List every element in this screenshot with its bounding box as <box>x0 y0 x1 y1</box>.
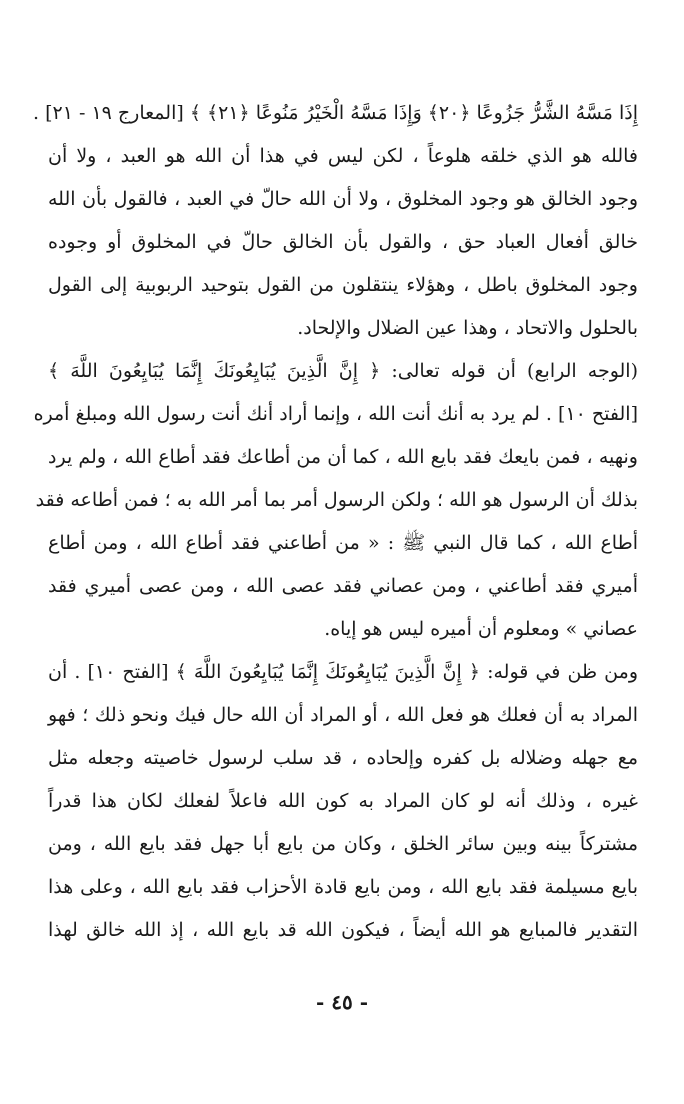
text-line-12: أميري فقد أطاعني ، ومن عصاني فقد عصى الله ، ومن عصى أميري فقد <box>48 575 638 597</box>
text-line-16: مع جهله وضلاله بل كفره وإلحاده ، قد سلب لرسول خاصيته وجعله مثل <box>48 747 638 769</box>
text-line-17: غيره ، وذلك أنه لو كان المراد به كون الله فاعلاً لفعلك لكان هذا قدراً <box>48 790 638 812</box>
text-line-1: إِذَا مَسَّهُ الشَّرُّ جَزُوعًا ﴿٢٠﴾ وَإِذَا مَسَّهُ الْخَيْرُ مَنُوعًا ﴿٢١﴾ ﴾ [المعارج ١٩ - ٢١] . <box>33 102 638 124</box>
text-line-4: خالق أفعال العباد حق ، والقول بأن الخالق حالّ في المخلوق أو وجوده <box>48 231 638 253</box>
page-number: - ٤٥ - <box>315 990 368 1014</box>
text-line-6: بالحلول والاتحاد ، وهذا عين الضلال والإلحاد. <box>297 317 638 339</box>
text-line-7: (الوجه الرابع) أن قوله تعالى: ﴿ إِنَّ الَّذِينَ يُبَايِعُونَكَ إِنَّمَا يُبَايِعُونَ اللَّهَ ﴾ <box>48 360 638 382</box>
text-line-2: فالله هو الذي خلقه هلوعاً ، لكن ليس في هذا أن الله هو العبد ، ولا أن <box>48 145 638 167</box>
text-line-15: المراد به أن فعلك هو فعل الله ، أو المراد أن الله حال فيك ونحو ذلك ؛ فهو <box>48 704 638 726</box>
text-line-19: بايع مسيلمة فقد بايع الله ، ومن بايع قادة الأحزاب فقد بايع الله ، وعلى هذا <box>48 876 638 898</box>
text-line-11: أطاع الله ، كما قال النبي ﷺ : « من أطاعني فقد أطاع الله ، ومن أطاع <box>48 532 638 554</box>
text-line-14: ومن ظن في قوله: ﴿ إِنَّ الَّذِينَ يُبَايِعُونَكَ إِنَّمَا يُبَايِعُونَ اللَّهَ ﴾ [الفتح ١٠] . أن <box>48 661 638 683</box>
text-line-5: وجود المخلوق باطل ، وهؤلاء ينتقلون من القول بتوحيد الربوبية إلى القول <box>48 274 638 296</box>
text-line-8: [الفتح ١٠] . لم يرد به أنك أنت الله ، وإنما أراد أنك أنت رسول الله ومبلغ أمره <box>33 403 638 425</box>
text-line-9: ونهيه ، فمن بايعك فقد بايع الله ، كما أن من أطاعك فقد أطاع الله ، ولم يرد <box>48 446 638 468</box>
text-line-3: وجود الخالق هو وجود المخلوق ، ولا أن الله حالّ في العبد ، فالقول بأن الله <box>48 188 638 210</box>
text-line-13: عصاني » ومعلوم أن أميره ليس هو إياه. <box>324 618 638 640</box>
page-body <box>33 92 638 952</box>
text-line-10: بذلك أن الرسول هو الله ؛ ولكن الرسول أمر بما أمر الله به ؛ فمن أطاعه فقد <box>35 489 638 511</box>
text-line-18: مشتركاً بينه وبين سائر الخلق ، وكان من بايع أبا جهل فقد بايع الله ، ومن <box>48 833 638 855</box>
text-line-20: التقدير فالمبايع هو الله أيضاً ، فيكون الله قد بايع الله ، إذ الله خالق لهذا <box>48 919 638 941</box>
